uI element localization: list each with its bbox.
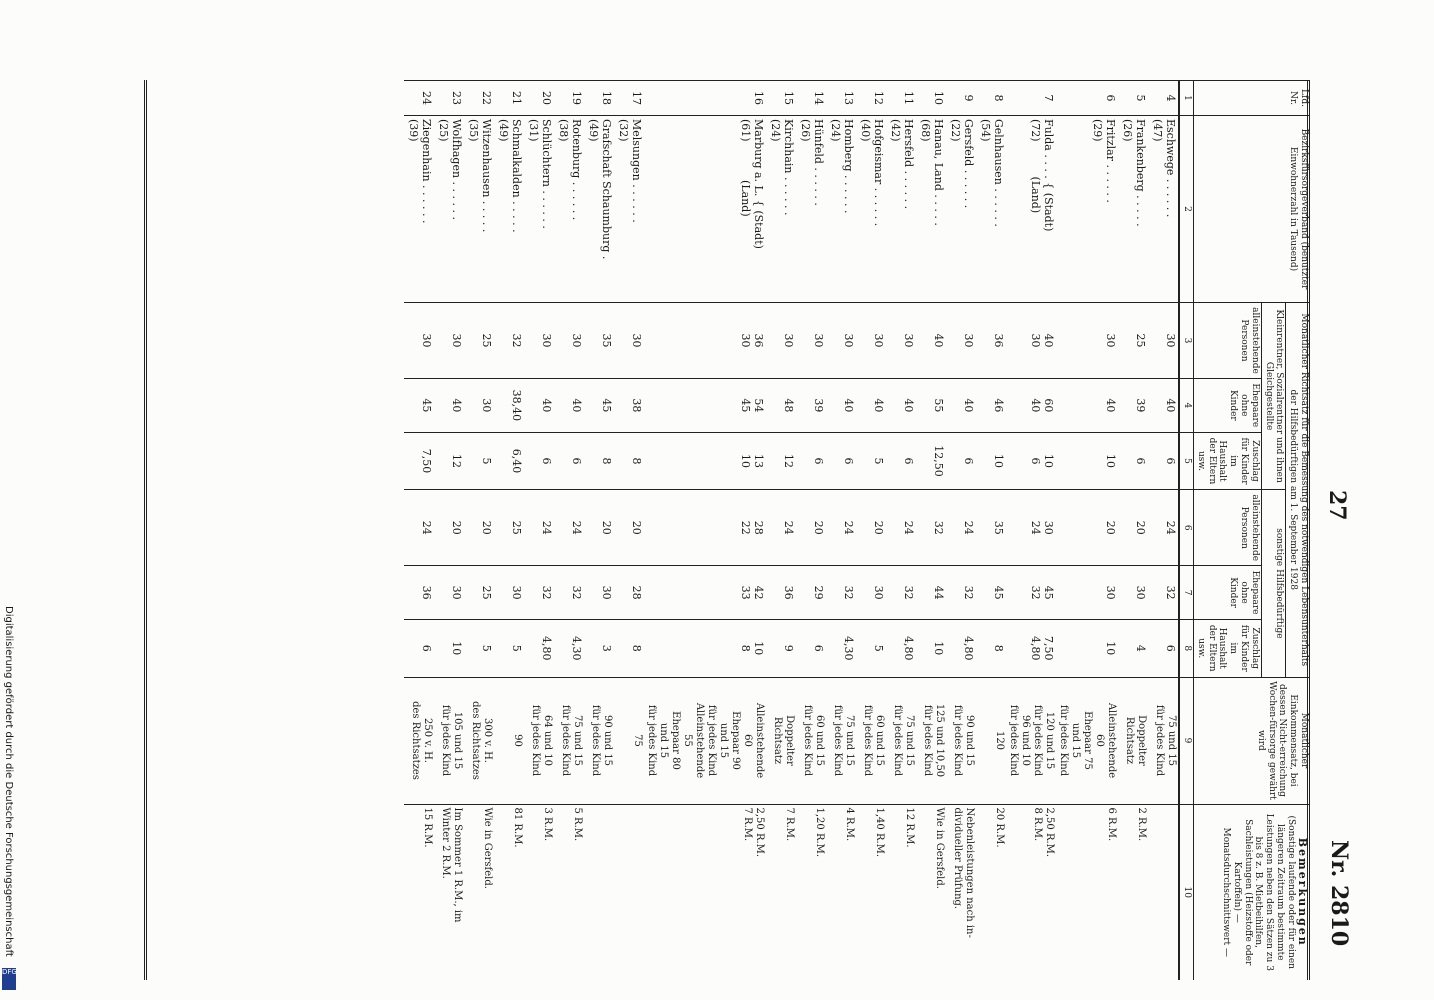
column-number: 1	[1179, 81, 1193, 116]
cell-c8: 4,80	[886, 619, 916, 677]
cell-c6: 20	[1056, 490, 1118, 566]
cell-c9: 75 und 15 für jedes Kind	[554, 677, 584, 804]
cell-name: Hersfeld . . . . . . (42)	[886, 116, 916, 303]
cell-c7: 30	[1056, 566, 1118, 620]
cell-c10: 1,40 R.M.	[856, 804, 886, 980]
cell-c10: 4 R.M.	[826, 804, 856, 980]
cell-nr: 11	[886, 81, 916, 116]
column-number: 9	[1179, 677, 1193, 804]
table-row	[826, 81, 856, 981]
cell-c8: 10 8	[644, 619, 766, 677]
cell-name: Hünfeld . . . . . . (26)	[796, 116, 826, 303]
cell-c10: 12 R.M.	[886, 804, 916, 980]
cell-c10: 2,50 R.M. 7 R.M.	[644, 804, 766, 980]
cell-c4: 45	[404, 378, 434, 432]
table-row	[614, 81, 644, 981]
col-header-bemerkungen	[1194, 804, 1310, 980]
cell-c6: 25	[494, 490, 524, 566]
cell-c5: 6	[886, 432, 916, 490]
bemerkungen-title: Bemerkungen	[1296, 837, 1309, 947]
cell-c8: 5	[494, 619, 524, 677]
table-row	[1148, 81, 1179, 981]
cell-c7: 32	[524, 566, 554, 620]
cell-c8: 10	[434, 619, 464, 677]
cell-c9: 75 und 15 für jedes Kind	[886, 677, 916, 804]
cell-nr: 7	[1006, 81, 1056, 116]
cell-c3: 30	[796, 303, 826, 379]
cell-name: Homberg . . . . . . (24)	[826, 116, 856, 303]
cell-c3: 35	[584, 303, 614, 379]
cell-name: Eschwege . . . . . . (47)	[1148, 116, 1179, 303]
bemerkungen-detail: (Sonstige laufende oder für einen längeren Zeitraum bestimmte Leistungen neben den Sätzen zu 3 bis 8 z. B. Mietbeihilfen, Sachleistungen (Heizstoffe oder Kartoffeln) — Monatsdurchschnittswert —	[1221, 813, 1296, 971]
cell-name: Ziegenhain . . . . . . (39)	[404, 116, 434, 303]
cell-c6: 20	[584, 490, 614, 566]
cell-c4: 60 40	[1006, 378, 1056, 432]
cell-name: Kirchhain . . . . . . (24)	[766, 116, 796, 303]
cell-c5: 5	[464, 432, 494, 490]
cell-c3: 30	[766, 303, 796, 379]
cell-c5: 6	[796, 432, 826, 490]
cell-c5: 8	[584, 432, 614, 490]
cell-c10: 20 R.M.	[976, 804, 1006, 980]
cell-c3: 30	[1056, 303, 1118, 379]
cell-c5: 8	[614, 432, 644, 490]
cell-c4: 40	[886, 378, 916, 432]
cell-nr: 20	[524, 81, 554, 116]
cell-nr: 14	[796, 81, 826, 116]
col-header-ehe-1: Ehepaare ohne Kinder	[1194, 378, 1262, 432]
cell-c3: 30	[404, 303, 434, 379]
cell-c10: 6 R.M.	[1056, 804, 1118, 980]
col-header-einkommen: Monatlicher Einkommensatz, bei dessen Nicht-erreichung Wochen-fürsorge gewährt wird	[1194, 677, 1310, 804]
table-row	[1056, 81, 1118, 981]
col-header-allein-2: alleinstehende Personen	[1194, 490, 1262, 566]
table-row	[644, 81, 766, 981]
cell-nr: 18	[584, 81, 614, 116]
cell-c5: 7,50	[404, 432, 434, 490]
cell-c6: 28 22	[644, 490, 766, 566]
cell-c8: 4,30	[554, 619, 584, 677]
cell-c4: 38	[614, 378, 644, 432]
cell-c3: 30	[1148, 303, 1179, 379]
column-number: 8	[1179, 619, 1193, 677]
cell-c7: 44	[916, 566, 946, 620]
cell-c4: 38,40	[494, 378, 524, 432]
cell-c7: 45	[976, 566, 1006, 620]
cell-name: Fritzlar . . . . . . (29)	[1056, 116, 1118, 303]
cell-c3: 30	[434, 303, 464, 379]
cell-name: Wolfhagen . . . . . . (25)	[434, 116, 464, 303]
table-row	[494, 81, 524, 981]
column-number: 10	[1179, 804, 1193, 980]
cell-c5: 6	[524, 432, 554, 490]
cell-c10: 7 R.M.	[766, 804, 796, 980]
cell-c9: 120 und 15 für jedes Kind 96 und 10 für jedes Kind	[1006, 677, 1056, 804]
col-header-zuschlag-1: Zuschlag für Kinder im Haushalt der Eltern usw.	[1194, 432, 1262, 490]
cell-c7: 32	[946, 566, 976, 620]
cell-c5: 12	[766, 432, 796, 490]
cell-name: Gelnhausen . . . . . . (54)	[976, 116, 1006, 303]
column-number: 6	[1179, 490, 1193, 566]
col-header-allein-1: alleinstehende Personen	[1194, 303, 1262, 379]
cell-c8: 8	[976, 619, 1006, 677]
table-row	[766, 81, 796, 981]
col-header-klein: Kleinrentner, Sozialrentner und ihnen Gleichgestellte	[1261, 303, 1286, 490]
cell-name: Gersfeld . . . . . . (22)	[946, 116, 976, 303]
cell-c8: 8	[614, 619, 644, 677]
cell-c6: 24	[404, 490, 434, 566]
col-header-sonstige: sonstige Hilfsbedürftige	[1261, 490, 1286, 677]
cell-c5: 6	[1118, 432, 1148, 490]
cell-c8: 6	[796, 619, 826, 677]
cell-c7: 30	[584, 566, 614, 620]
column-number-row	[1179, 81, 1193, 981]
table-row	[886, 81, 916, 981]
cell-name: Hanau, Land . . . . . (68)	[916, 116, 946, 303]
cell-c6: 30 24	[1006, 490, 1056, 566]
cell-c5: 6	[946, 432, 976, 490]
cell-c7: 30	[434, 566, 464, 620]
cell-c4: 40	[434, 378, 464, 432]
cell-c3: 40	[916, 303, 946, 379]
cell-c4: 54 45	[644, 378, 766, 432]
cell-c5: 13 10	[644, 432, 766, 490]
table-row	[796, 81, 826, 981]
table-row	[946, 81, 976, 981]
column-number: 4	[1179, 378, 1193, 432]
cell-c7: 28	[614, 566, 644, 620]
cell-c4: 48	[766, 378, 796, 432]
cell-c4: 40	[554, 378, 584, 432]
cell-c7: 42 33	[644, 566, 766, 620]
cell-c6: 20	[464, 490, 494, 566]
column-number: 7	[1179, 566, 1193, 620]
cell-c7: 30	[1118, 566, 1148, 620]
cell-nr: 21	[494, 81, 524, 116]
cell-nr: 15	[766, 81, 796, 116]
table-row	[1006, 81, 1056, 981]
cell-nr: 12	[856, 81, 886, 116]
cell-c8: 5	[856, 619, 886, 677]
cell-c5: 6	[1148, 432, 1179, 490]
cell-c3: 30	[554, 303, 584, 379]
cell-c7: 36	[766, 566, 796, 620]
cell-nr: 16	[644, 81, 766, 116]
cell-nr: 9	[946, 81, 976, 116]
cell-c7: 45 32	[1006, 566, 1056, 620]
cell-c10	[614, 804, 644, 980]
cell-c9: 60 und 15 für jedes Kind	[856, 677, 886, 804]
cell-nr: 19	[554, 81, 584, 116]
cell-c5: 6	[554, 432, 584, 490]
column-number: 5	[1179, 432, 1193, 490]
cell-c6: 20	[796, 490, 826, 566]
cell-c9: Doppelter Richtsatz	[1118, 677, 1148, 804]
cell-c7: 32	[1148, 566, 1179, 620]
cell-name: Melsungen . . . . . . (32)	[614, 116, 644, 303]
col-header-richtsatz: Monatlicher Richtsatz für die Bemessung des notwendigen Lebensunterhalts der Hilfsbedürftigen am 1. September 1928	[1286, 303, 1310, 678]
table-row	[524, 81, 554, 981]
cell-c4: 39	[1118, 378, 1148, 432]
cell-c6: 24	[1148, 490, 1179, 566]
cell-c6: 20	[1118, 490, 1148, 566]
table-row	[916, 81, 946, 981]
cell-c9: 120	[976, 677, 1006, 804]
cell-c9: 75 und 15 für jedes Kind	[1148, 677, 1179, 804]
cell-c6: 24	[946, 490, 976, 566]
cell-c7: 29	[796, 566, 826, 620]
cell-c4: 39	[796, 378, 826, 432]
cell-c5: 12	[434, 432, 464, 490]
cell-c4: 40	[1056, 378, 1118, 432]
cell-c9: 60 und 15 für jedes Kind	[796, 677, 826, 804]
cell-c10: Wie in Gersfeld.	[464, 804, 494, 980]
cell-c4: 40	[856, 378, 886, 432]
col-header-lfd: Lfd. Nr.	[1194, 81, 1310, 116]
cell-c3: 32	[494, 303, 524, 379]
cell-c10: Im Sommer 1 R.M., im Winter 2 R.M.	[434, 804, 464, 980]
cell-c10: Wie in Gersfeld.	[916, 804, 946, 980]
dfg-logo: DFG	[2, 968, 16, 990]
cell-name: Marburg a. L. { (Stadt) (61) (Land)	[644, 116, 766, 303]
cell-c9: 90 und 15 für jedes Kind	[584, 677, 614, 804]
cell-c10: 3 R.M.	[524, 804, 554, 980]
col-header-ehe-2: Ehepaare ohne Kinder	[1194, 566, 1262, 620]
cell-c9: Doppelter Richtsatz	[766, 677, 796, 804]
cell-c7: 32	[826, 566, 856, 620]
cell-c9: Alleinstehende 60 Ehepaar 90 und 15 für jedes Kind Alleinstehende 55 Ehepaar 80 und 15 für jedes Kind	[644, 677, 766, 804]
cell-c9: 125 und 10,50 für jedes Kind	[916, 677, 946, 804]
cell-c6: 24	[554, 490, 584, 566]
col-header-bezirk: Bezirksfürsorgeverband (benutzter Einwohnerzahl in Tausend)	[1194, 116, 1310, 303]
col-header-zuschlag-2: Zuschlag für Kinder im Haushalt der Eltern usw.	[1194, 619, 1262, 677]
cell-c5: 12,50	[916, 432, 946, 490]
cell-c3: 40 30	[1006, 303, 1056, 379]
cell-c6: 24	[524, 490, 554, 566]
cell-c10: 2,50 R.M. 8 R.M.	[1006, 804, 1056, 980]
cell-c3: 36	[976, 303, 1006, 379]
cell-c6: 32	[916, 490, 946, 566]
cell-c9: 300 v. H. des Richtsatzes	[464, 677, 494, 804]
cell-c5: 10 6	[1006, 432, 1056, 490]
cell-c4: 40	[1148, 378, 1179, 432]
cell-c9: 64 und 10 für jedes Kind	[524, 677, 554, 804]
cell-c4: 40	[826, 378, 856, 432]
cell-c7: 36	[404, 566, 434, 620]
cell-c8: 9	[766, 619, 796, 677]
cell-c10	[1148, 804, 1179, 980]
cell-c3: 25	[1118, 303, 1148, 379]
cell-c6: 24	[766, 490, 796, 566]
cell-name: Witzenhausen . . . . . (35)	[464, 116, 494, 303]
cell-name: Rotenburg . . . . . . (38)	[554, 116, 584, 303]
cell-c4: 55	[916, 378, 946, 432]
cell-c3: 25	[464, 303, 494, 379]
cell-c5: 5	[856, 432, 886, 490]
table-row	[464, 81, 494, 981]
cell-c4: 45	[584, 378, 614, 432]
cell-nr: 10	[916, 81, 946, 116]
side-credit	[2, 606, 16, 994]
cell-c10: 2 R.M.	[1118, 804, 1148, 980]
cell-c3: 30	[826, 303, 856, 379]
cell-c8: 4,30	[826, 619, 856, 677]
cell-c3: 30	[614, 303, 644, 379]
cell-c7: 25	[464, 566, 494, 620]
cell-c5: 10	[976, 432, 1006, 490]
cell-c8: 4,80	[946, 619, 976, 677]
cell-name: Grafschaft Schaumburg . (49)	[584, 116, 614, 303]
table-row	[1118, 81, 1148, 981]
cell-c7: 32	[554, 566, 584, 620]
table-row	[404, 81, 434, 981]
cell-nr: 23	[434, 81, 464, 116]
cell-name: Schlüchtern . . . . . . (31)	[524, 116, 554, 303]
cell-c3: 30	[886, 303, 916, 379]
side-credit-text: Digitalisierung gefördert durch die Deutsche Forschungsgemeinschaft	[3, 606, 14, 957]
cell-c6: 20	[856, 490, 886, 566]
cell-c9: Alleinstehende 60 Ehepaar 75 und 15 für jedes Kind	[1056, 677, 1118, 804]
cell-nr: 13	[826, 81, 856, 116]
table-row	[856, 81, 886, 981]
cell-c10: Nebenleistungen nach in- dividueller Prüfung.	[946, 804, 976, 980]
cell-c9: 250 v. H. des Richtsatzes	[404, 677, 434, 804]
cell-name: Fulda . . . . { (Stadt) (72) (Land)	[1006, 116, 1056, 303]
cell-c3: 30	[946, 303, 976, 379]
cell-c3: 30	[856, 303, 886, 379]
cell-nr: 17	[614, 81, 644, 116]
cell-c9: 90 und 15 für jedes Kind	[946, 677, 976, 804]
richtsatz-table	[404, 80, 1310, 980]
cell-c7: 30	[856, 566, 886, 620]
cell-name: Frankenberg . . . . . (26)	[1118, 116, 1148, 303]
cell-c8: 4,80	[524, 619, 554, 677]
cell-c8: 6	[1148, 619, 1179, 677]
cell-nr: 5	[1118, 81, 1148, 116]
cell-c4: 30	[464, 378, 494, 432]
cell-c6: 20	[434, 490, 464, 566]
table-row	[554, 81, 584, 981]
cell-nr: 6	[1056, 81, 1118, 116]
cell-c8: 3	[584, 619, 614, 677]
table-row	[584, 81, 614, 981]
cell-c8: 7,50 4,80	[1006, 619, 1056, 677]
cell-c6: 20	[614, 490, 644, 566]
cell-c5: 6,40	[494, 432, 524, 490]
cell-nr: 24	[404, 81, 434, 116]
cell-nr: 22	[464, 81, 494, 116]
cell-c9: 90	[494, 677, 524, 804]
table-body	[404, 81, 1179, 981]
cell-c5: 10	[1056, 432, 1118, 490]
cell-c6: 24	[826, 490, 856, 566]
cell-c5: 6	[826, 432, 856, 490]
cell-c6: 35	[976, 490, 1006, 566]
cell-c8: 6	[404, 619, 434, 677]
cell-c8: 10	[1056, 619, 1118, 677]
cell-c4: 40	[524, 378, 554, 432]
table-row	[976, 81, 1006, 981]
cell-c9: 105 und 15 für jedes Kind	[434, 677, 464, 804]
page-number: 27	[1324, 490, 1350, 521]
cell-c7: 30	[494, 566, 524, 620]
cell-c6: 24	[886, 490, 916, 566]
document-number: Nr. 2810	[1326, 840, 1352, 947]
cell-c10: 1,20 R.M.	[796, 804, 826, 980]
cell-name: Schmalkalden . . . . . (49)	[494, 116, 524, 303]
cell-c7: 32	[886, 566, 916, 620]
table-row	[434, 81, 464, 981]
column-number: 3	[1179, 303, 1193, 379]
cell-c9: 75	[614, 677, 644, 804]
cell-c8: 4	[1118, 619, 1148, 677]
cell-c8: 10	[916, 619, 946, 677]
cell-c8: 5	[464, 619, 494, 677]
cell-c9: 75 und 15 für jedes Kind	[826, 677, 856, 804]
cell-c4: 40	[946, 378, 976, 432]
cell-c10	[584, 804, 614, 980]
cell-c3: 30	[524, 303, 554, 379]
cell-nr: 8	[976, 81, 1006, 116]
column-number: 2	[1179, 116, 1193, 303]
cell-c4: 46	[976, 378, 1006, 432]
cell-c10: 5 R.M.	[554, 804, 584, 980]
cell-c3: 36 30	[644, 303, 766, 379]
cell-c10: 15 R.M.	[404, 804, 434, 980]
cell-nr: 4	[1148, 81, 1179, 116]
rotated-table-sheet	[150, 80, 1352, 980]
cell-c10: 81 R.M.	[494, 804, 524, 980]
cell-name: Hofgeismar . . . . . . (40)	[856, 116, 886, 303]
